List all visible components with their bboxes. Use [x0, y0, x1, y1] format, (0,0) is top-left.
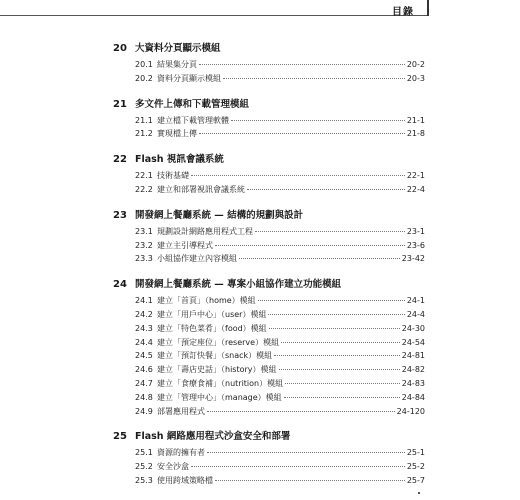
- toc-entry[interactable]: [135, 377, 425, 391]
- toc-entry[interactable]: [135, 72, 425, 86]
- entry-title: 安全沙盒: [157, 462, 189, 472]
- dot-leader: [285, 383, 400, 384]
- toc-entry[interactable]: [135, 114, 425, 128]
- entry-page-number: 25-1: [406, 448, 425, 458]
- chapter-heading[interactable]: [113, 428, 425, 442]
- entry-title: 建立「首頁」（home）模組: [157, 296, 256, 306]
- entry-list: [113, 225, 425, 266]
- dot-leader: [223, 78, 405, 79]
- entry-title: 建立「管理中心」（manage）模組: [157, 392, 282, 402]
- entry-number: 24.4: [135, 337, 153, 347]
- entry-number: 24.5: [135, 351, 153, 361]
- dot-leader: [269, 328, 400, 329]
- entry-number: 24.8: [135, 392, 153, 402]
- chapter-title: 開發網上餐廳系統 — 結構的規劃與設計: [135, 209, 304, 221]
- entry-number: 24.2: [135, 309, 153, 319]
- chapter-section: [113, 276, 425, 418]
- toc-entry[interactable]: [135, 183, 425, 197]
- dot-leader: [274, 355, 400, 356]
- dot-leader: [284, 397, 400, 398]
- entry-title: 建立「特色菜肴」（food）模組: [157, 323, 267, 333]
- toc-entry[interactable]: [135, 405, 425, 419]
- entry-page-number: 24-30: [401, 323, 425, 333]
- entry-number: 24.7: [135, 378, 153, 388]
- chapter-number: 22: [113, 154, 127, 166]
- entry-page-number: 23-42: [401, 254, 425, 264]
- chapter-title: Flash 視訊會議系統: [135, 154, 224, 166]
- toc-entry[interactable]: [135, 446, 425, 460]
- entry-number: 23.1: [135, 226, 153, 236]
- entry-number: 23.2: [135, 240, 153, 250]
- chapter-title: 開發網上餐廳系統 — 專案小組協作建立功能模組: [135, 279, 342, 291]
- toc-entry[interactable]: [135, 363, 425, 377]
- dot-leader: [281, 342, 400, 343]
- entry-page-number: 21-8: [406, 129, 425, 139]
- toc-entry[interactable]: [135, 225, 425, 239]
- chapter-heading[interactable]: [113, 40, 425, 54]
- chapter-number: 24: [113, 279, 127, 291]
- toc-entry[interactable]: [135, 239, 425, 253]
- entry-page-number: 24-1: [406, 296, 425, 306]
- chapter-title: 大資料分頁顯示模組: [135, 43, 221, 54]
- entry-number: 24.6: [135, 365, 153, 375]
- dot-leader: [239, 258, 400, 259]
- dot-leader: [191, 175, 405, 176]
- entry-title: 實現檔上傳: [157, 129, 197, 139]
- header-rule: [0, 15, 428, 16]
- chapter-section: [113, 40, 425, 86]
- entry-list: [113, 169, 425, 197]
- chapter-heading[interactable]: [113, 276, 425, 290]
- entry-page-number: 25-2: [406, 462, 425, 472]
- entry-number: 23.3: [135, 254, 153, 264]
- entry-title: 建立主引導程式: [157, 240, 213, 250]
- entry-title: 小組協作建立內容模組: [157, 254, 237, 264]
- chapter-section: [113, 151, 425, 197]
- entry-page-number: 24-54: [401, 337, 425, 347]
- entry-title: 建立和部署視訊會議系統: [157, 184, 245, 194]
- chapter-section: [113, 428, 425, 487]
- toc-entry[interactable]: [135, 252, 425, 266]
- entry-title: 資料分頁顯示模組: [157, 73, 221, 83]
- toc-entry[interactable]: [135, 308, 425, 322]
- dot-leader: [231, 120, 405, 121]
- chapter-section: [113, 207, 425, 266]
- entry-number: 24.1: [135, 296, 153, 306]
- toc-entry[interactable]: [135, 294, 425, 308]
- entry-title: 規劃設計網路應用程式工程: [157, 226, 253, 236]
- entry-title: 建立「用戶中心」（user）模組: [157, 309, 267, 319]
- entry-number: 25.1: [135, 448, 153, 458]
- entry-page-number: 24-4: [406, 309, 425, 319]
- dot-leader: [255, 231, 405, 232]
- entry-page-number: 25-7: [406, 475, 425, 485]
- entry-number: 21.1: [135, 115, 153, 125]
- entry-number: 22.2: [135, 184, 153, 194]
- toc-entry[interactable]: [135, 349, 425, 363]
- chapter-title: 多文件上傳和下載管理模組: [135, 98, 250, 110]
- dot-leader: [215, 480, 405, 481]
- entry-title: 使用跨域策略檔: [157, 475, 213, 485]
- chapter-title: Flash 網路應用程式沙盒安全和部署: [135, 431, 291, 443]
- entry-page-number: 24-83: [401, 378, 425, 388]
- chapter-section: [113, 96, 425, 142]
- toc-entry[interactable]: [135, 322, 425, 336]
- chapter-heading[interactable]: [113, 96, 425, 110]
- entry-list: [113, 294, 425, 418]
- toc-entry[interactable]: [135, 336, 425, 350]
- header-tab-edge: [427, 0, 429, 16]
- entry-list: [113, 114, 425, 142]
- dot-leader: [279, 369, 400, 370]
- dot-leader: [268, 314, 404, 315]
- table-of-contents: [113, 40, 425, 498]
- entry-number: 20.2: [135, 73, 153, 83]
- dot-leader: [207, 452, 405, 453]
- toc-entry[interactable]: [135, 460, 425, 474]
- entry-title: 技術基礎: [157, 171, 189, 181]
- entry-title: 結果集分頁: [157, 60, 197, 69]
- chapter-number: 20: [113, 43, 127, 54]
- entry-title: 建立「食療食補」（nutrition）模組: [157, 378, 284, 388]
- entry-number: 21.2: [135, 129, 153, 139]
- entry-page-number: 23-6: [406, 240, 425, 250]
- entry-title: 建立「預定座位」（reserve）模組: [157, 337, 280, 347]
- entry-number: 25.3: [135, 475, 153, 485]
- dot-leader: [247, 189, 405, 190]
- entry-number: 22.1: [135, 171, 153, 181]
- dot-leader: [199, 133, 405, 134]
- entry-page-number: 24-120: [396, 406, 425, 416]
- dot-leader: [191, 466, 405, 467]
- chapter-heading[interactable]: [113, 151, 425, 165]
- toc-entry[interactable]: [135, 169, 425, 183]
- dot-leader: [258, 300, 405, 301]
- entry-title: 建立「壽店史話」（history）模組: [157, 365, 277, 375]
- toc-entry[interactable]: [135, 474, 425, 488]
- chapter-number: 23: [113, 209, 127, 221]
- entry-title: 建立檔下載管理軟體: [157, 115, 229, 125]
- running-header: 目錄: [392, 7, 414, 18]
- toc-entry[interactable]: [135, 127, 425, 141]
- entry-page-number: 20-3: [406, 73, 425, 83]
- entry-list: [113, 58, 425, 86]
- entry-number: 20.1: [135, 60, 153, 69]
- dot-leader: [215, 245, 405, 246]
- entry-title: 部署應用程式: [157, 406, 205, 416]
- chapter-number: 25: [113, 431, 127, 443]
- entry-page-number: 23-1: [406, 226, 425, 236]
- entry-list: [113, 446, 425, 487]
- toc-entry[interactable]: [135, 58, 425, 72]
- entry-page-number: 21-1: [406, 115, 425, 125]
- entry-page-number: 24-81: [401, 351, 425, 361]
- page-mark: [418, 492, 420, 494]
- chapter-heading[interactable]: [113, 207, 425, 221]
- chapter-number: 21: [113, 98, 127, 110]
- entry-number: 24.9: [135, 406, 153, 416]
- entry-page-number: 22-4: [406, 184, 425, 194]
- toc-entry[interactable]: [135, 391, 425, 405]
- entry-page-number: 24-84: [401, 392, 425, 402]
- dot-leader: [207, 411, 395, 412]
- entry-number: 24.3: [135, 323, 153, 333]
- entry-page-number: 24-82: [401, 365, 425, 375]
- entry-page-number: 20-2: [406, 60, 425, 69]
- entry-title: 資源的擁有者: [157, 448, 205, 458]
- entry-number: 25.2: [135, 462, 153, 472]
- dot-leader: [199, 64, 405, 65]
- entry-title: 建立「預訂快餐」（snack）模組: [157, 351, 273, 361]
- entry-page-number: 22-1: [406, 171, 425, 181]
